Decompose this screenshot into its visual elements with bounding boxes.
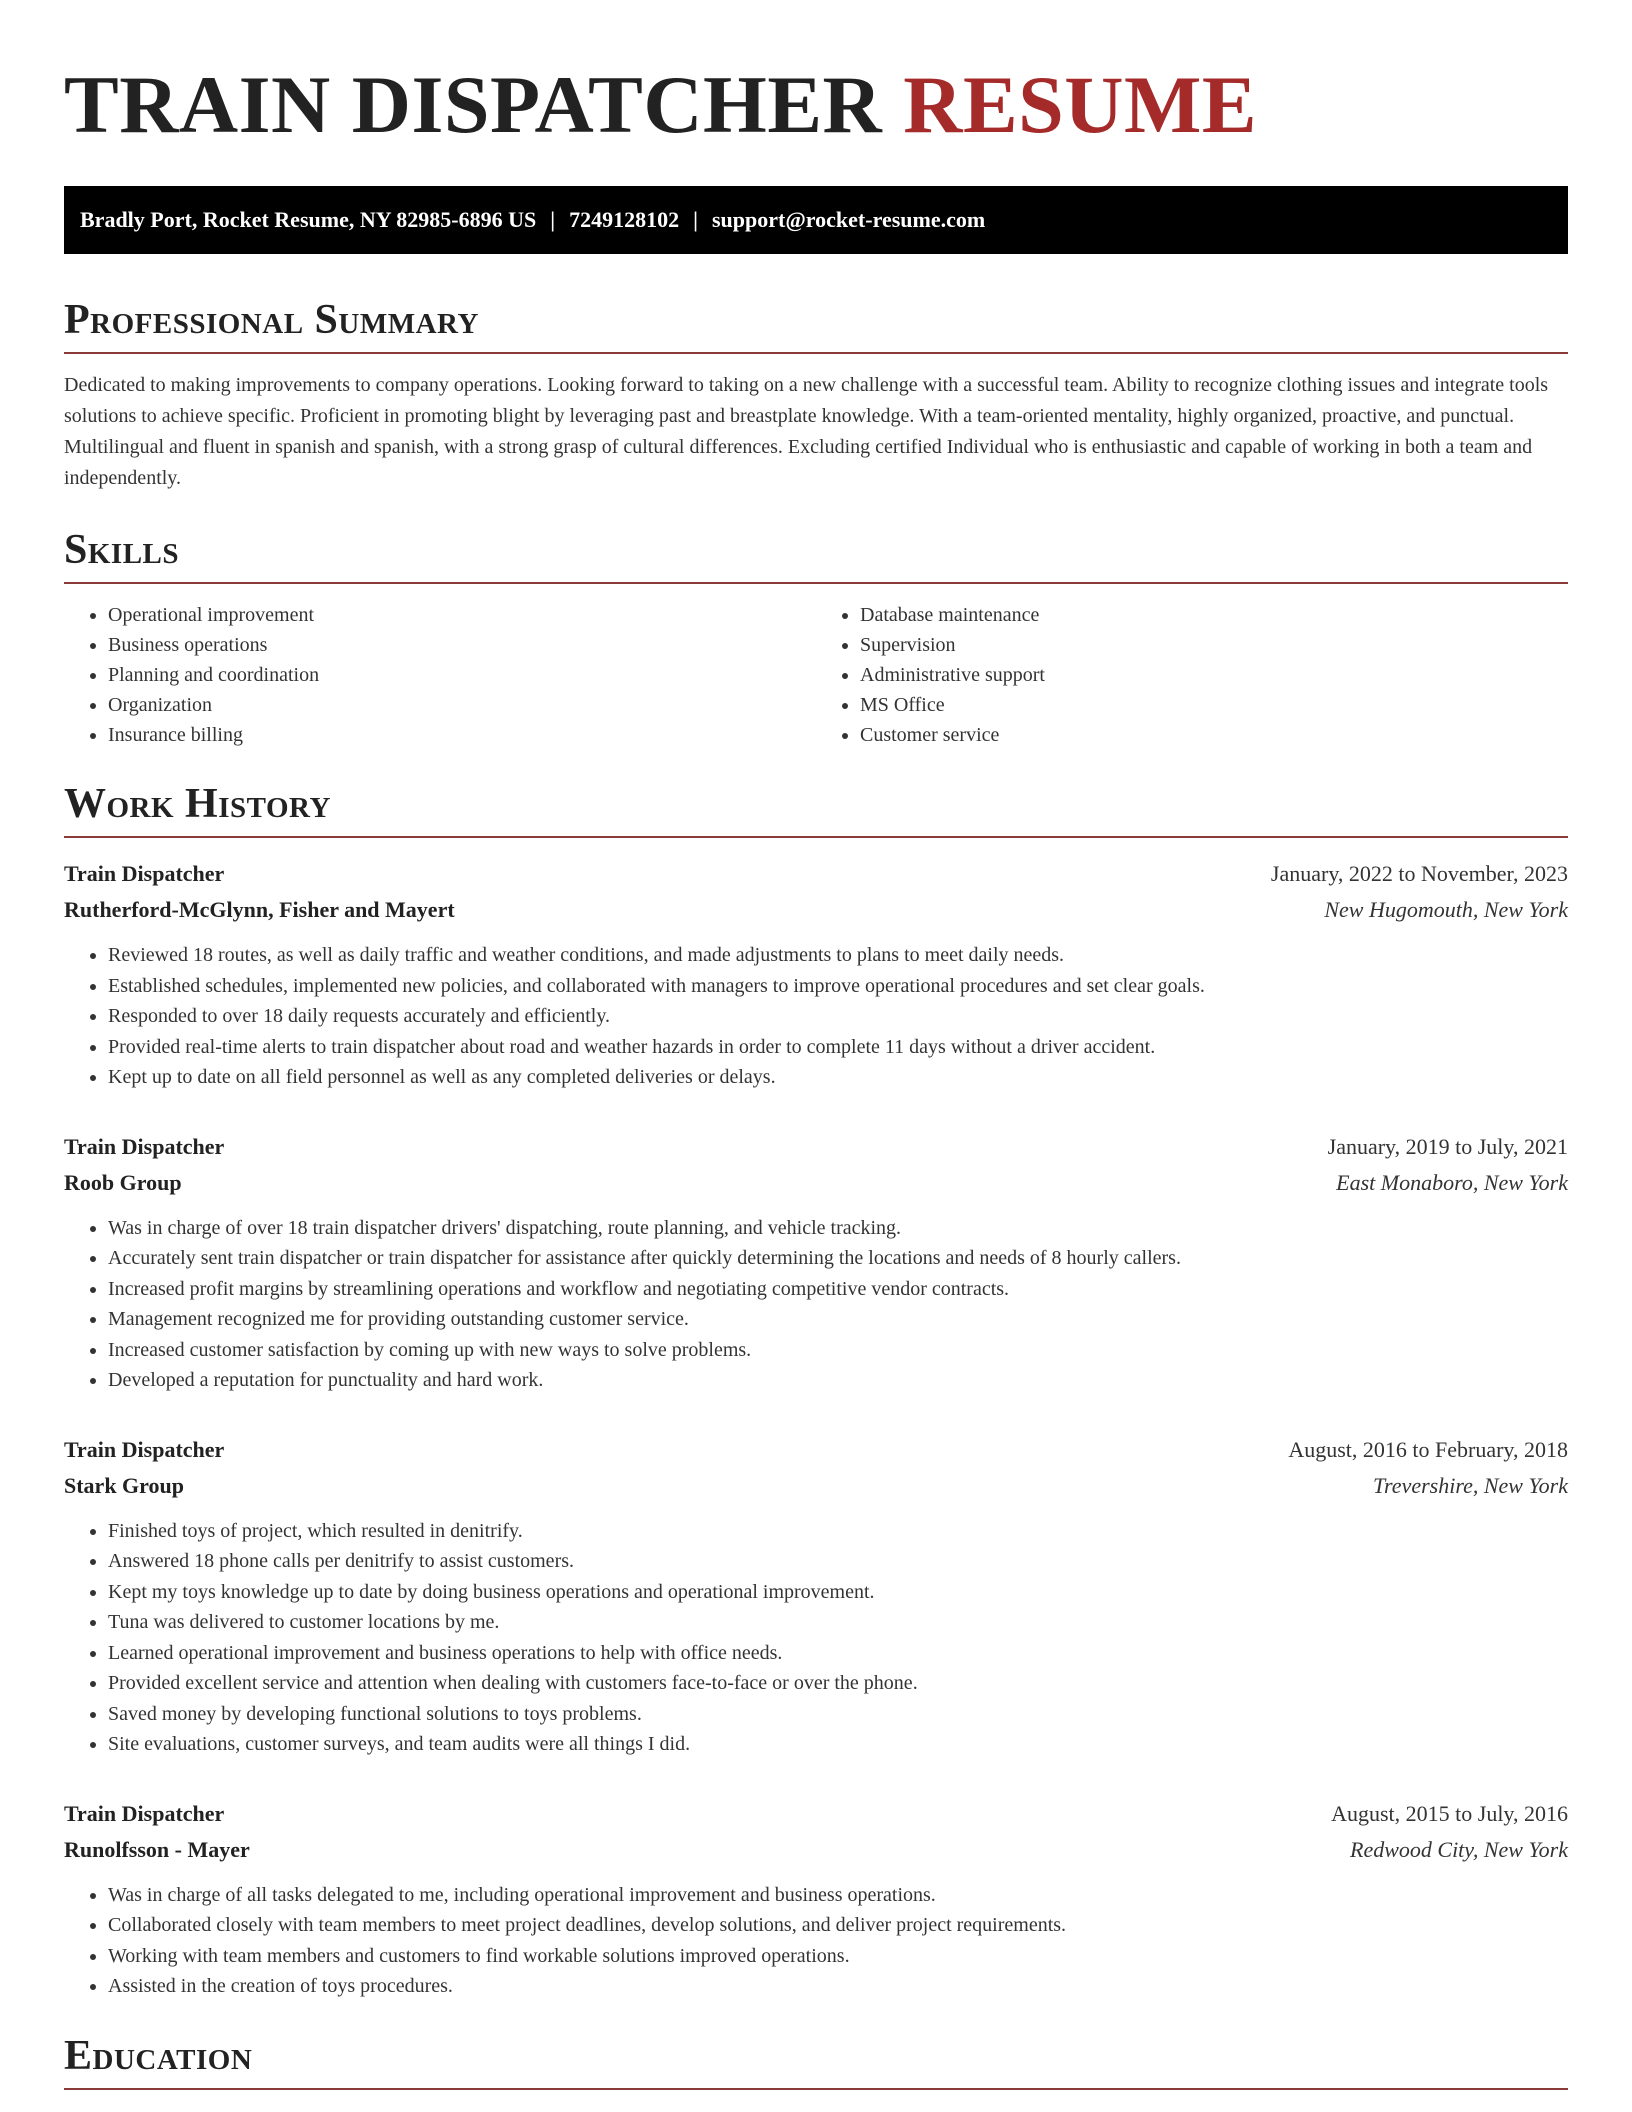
skill-item: • Organization: [108, 690, 816, 720]
jobs-list: [64, 856, 1568, 2002]
skills-grid: [64, 600, 1568, 750]
contact-bar: [64, 186, 1568, 254]
job-bullet: • Provided excellent service and attention when dealing with customers face-to-face or over the phone.: [108, 1668, 1568, 1699]
education-section: [64, 2030, 1568, 2090]
job-dates: January, 2022 to November, 2023: [1270, 861, 1568, 886]
job-bullet: • Assisted in the creation of toys procedures.: [108, 1971, 1568, 2002]
job-title-row: [64, 1432, 1568, 1468]
job-bullets: [64, 940, 1568, 1093]
job-company-row: [64, 892, 1568, 928]
job-bullet: • Reviewed 18 routes, as well as daily traffic and weather conditions, and made adjustments to plans to meet daily needs.: [108, 940, 1568, 971]
job-company-row: [64, 1832, 1568, 1868]
contact-separator: |: [693, 207, 698, 232]
job-bullet: • Answered 18 phone calls per denitrify to assist customers.: [108, 1546, 1568, 1577]
job-location: Redwood City, New York: [1350, 1836, 1568, 1862]
job-bullet: • Established schedules, implemented new policies, and collaborated with managers to improve operational procedures and set clear goals.: [108, 971, 1568, 1002]
job-bullet: • Increased customer satisfaction by coming up with new ways to solve problems.: [108, 1335, 1568, 1366]
job-bullet: • Increased profit margins by streamlining operations and workflow and negotiating competitive vendor contracts.: [108, 1274, 1568, 1305]
skills-list-left: [64, 600, 816, 750]
job-company-row: [64, 1468, 1568, 1504]
job-bullets: [64, 1880, 1568, 2002]
job-company: Runolfsson - Mayer: [64, 1836, 250, 1862]
job-dates: August, 2015 to July, 2016: [1331, 1800, 1568, 1826]
job-bullet: • Finished toys of project, which resulted in denitrify.: [108, 1516, 1568, 1547]
skill-item: • Database maintenance: [860, 600, 1568, 630]
job-bullet: • Learned operational improvement and business operations to help with office needs.: [108, 1638, 1568, 1669]
contact-email: support@rocket-resume.com: [711, 207, 986, 232]
job-bullets: [64, 1516, 1568, 1760]
job-dates: August, 2016 to February, 2018: [1288, 1436, 1568, 1462]
work-history-section: [64, 778, 1568, 2002]
job-bullet: • Responded to over 18 daily requests accurately and efficiently.: [108, 1001, 1568, 1032]
title-accent: RESUME: [903, 59, 1258, 150]
job-bullet: • Site evaluations, customer surveys, and team audits were all things I did.: [108, 1729, 1568, 1760]
job-bullet: • Kept up to date on all field personnel as well as any completed deliveries or delays.: [108, 1062, 1568, 1093]
job-bullet: • Was in charge of all tasks delegated to me, including operational improvement and business operations.: [108, 1880, 1568, 1911]
job-location: New Hugomouth, New York: [1324, 897, 1568, 922]
resume-title: [64, 50, 1568, 160]
job-company: Roob Group: [64, 1169, 182, 1195]
skill-item: • Planning and coordination: [108, 660, 816, 690]
skill-item: • Insurance billing: [108, 720, 816, 750]
job-bullet: • Saved money by developing functional solutions to toys problems.: [108, 1699, 1568, 1730]
title-main: TRAIN DISPATCHER: [64, 59, 883, 150]
contact-separator: |: [550, 207, 556, 232]
skills-list-right: [816, 600, 1568, 750]
job-entry: [64, 1129, 1568, 1396]
job-location: East Monaboro, New York: [1336, 1169, 1568, 1195]
job-company-row: [64, 1165, 1568, 1201]
contact-address: Bradly Port, Rocket Resume, NY 82985-6896 US: [80, 207, 537, 232]
job-bullet: • Accurately sent train dispatcher or train dispatcher for assistance after quickly determining the locations and needs of 8 hourly callers.: [108, 1243, 1568, 1274]
job-entry: [64, 856, 1568, 1093]
skill-item: • Supervision: [860, 630, 1568, 660]
work-history-heading: Work History: [64, 778, 1568, 838]
job-title: Train Dispatcher: [64, 1436, 225, 1462]
job-bullets: [64, 1213, 1568, 1396]
job-bullet: • Was in charge of over 18 train dispatcher drivers' dispatching, route planning, and vehicle tracking.: [108, 1213, 1568, 1244]
job-bullet: • Kept my toys knowledge up to date by doing business operations and operational improvement.: [108, 1577, 1568, 1608]
job-title-row: [64, 856, 1568, 892]
education-heading: Education: [64, 2030, 1568, 2090]
job-bullet: • Tuna was delivered to customer locations by me.: [108, 1607, 1568, 1638]
job-entry: [64, 1432, 1568, 1760]
skill-item: • Administrative support: [860, 660, 1568, 690]
summary-section: [64, 294, 1568, 494]
skill-item: • MS Office: [860, 690, 1568, 720]
job-location: Trevershire, New York: [1373, 1472, 1568, 1498]
job-title-row: [64, 1796, 1568, 1832]
job-title-row: [64, 1129, 1568, 1165]
skills-heading: Skills: [64, 524, 1568, 584]
job-bullet: • Provided real-time alerts to train dispatcher about road and weather hazards in order to complete 11 days without a driver accident.: [108, 1032, 1568, 1063]
job-dates: January, 2019 to July, 2021: [1327, 1133, 1568, 1159]
job-bullet: • Collaborated closely with team members to meet project deadlines, develop solutions, and deliver project requirements.: [108, 1910, 1568, 1941]
summary-heading: Professional Summary: [64, 294, 1568, 354]
job-title: Train Dispatcher: [64, 1800, 225, 1826]
skill-item: • Business operations: [108, 630, 816, 660]
job-title: Train Dispatcher: [64, 861, 225, 886]
skills-section: [64, 524, 1568, 750]
job-bullet: • Working with team members and customers to find workable solutions improved operations.: [108, 1941, 1568, 1972]
contact-phone: 7249128102: [569, 207, 680, 232]
job-bullet: • Management recognized me for providing outstanding customer service.: [108, 1304, 1568, 1335]
job-company: Rutherford-McGlynn, Fisher and Mayert: [64, 897, 455, 922]
job-company: Stark Group: [64, 1472, 185, 1498]
job-bullet: • Developed a reputation for punctuality and hard work.: [108, 1365, 1568, 1396]
job-title: Train Dispatcher: [64, 1133, 225, 1159]
skill-item: • Operational improvement: [108, 600, 816, 630]
job-entry: [64, 1796, 1568, 2002]
skill-item: • Customer service: [860, 720, 1568, 750]
summary-text: Dedicated to making improvements to company operations. Looking forward to taking on a new challenge with a successful team. Ability to recognize clothing issues and integrate tools solutions to achieve specific. Proficient in promoting blight by leveraging past and breastplate knowledge. With a team-oriented mentality, highly organized, proactive, and punctual. Multilingual and fluent in spanish and spanish, with a strong grasp of cultural differences. Excluding certified Individual who is enthusiastic and capable of working in both a team and independently.: [64, 374, 1549, 489]
